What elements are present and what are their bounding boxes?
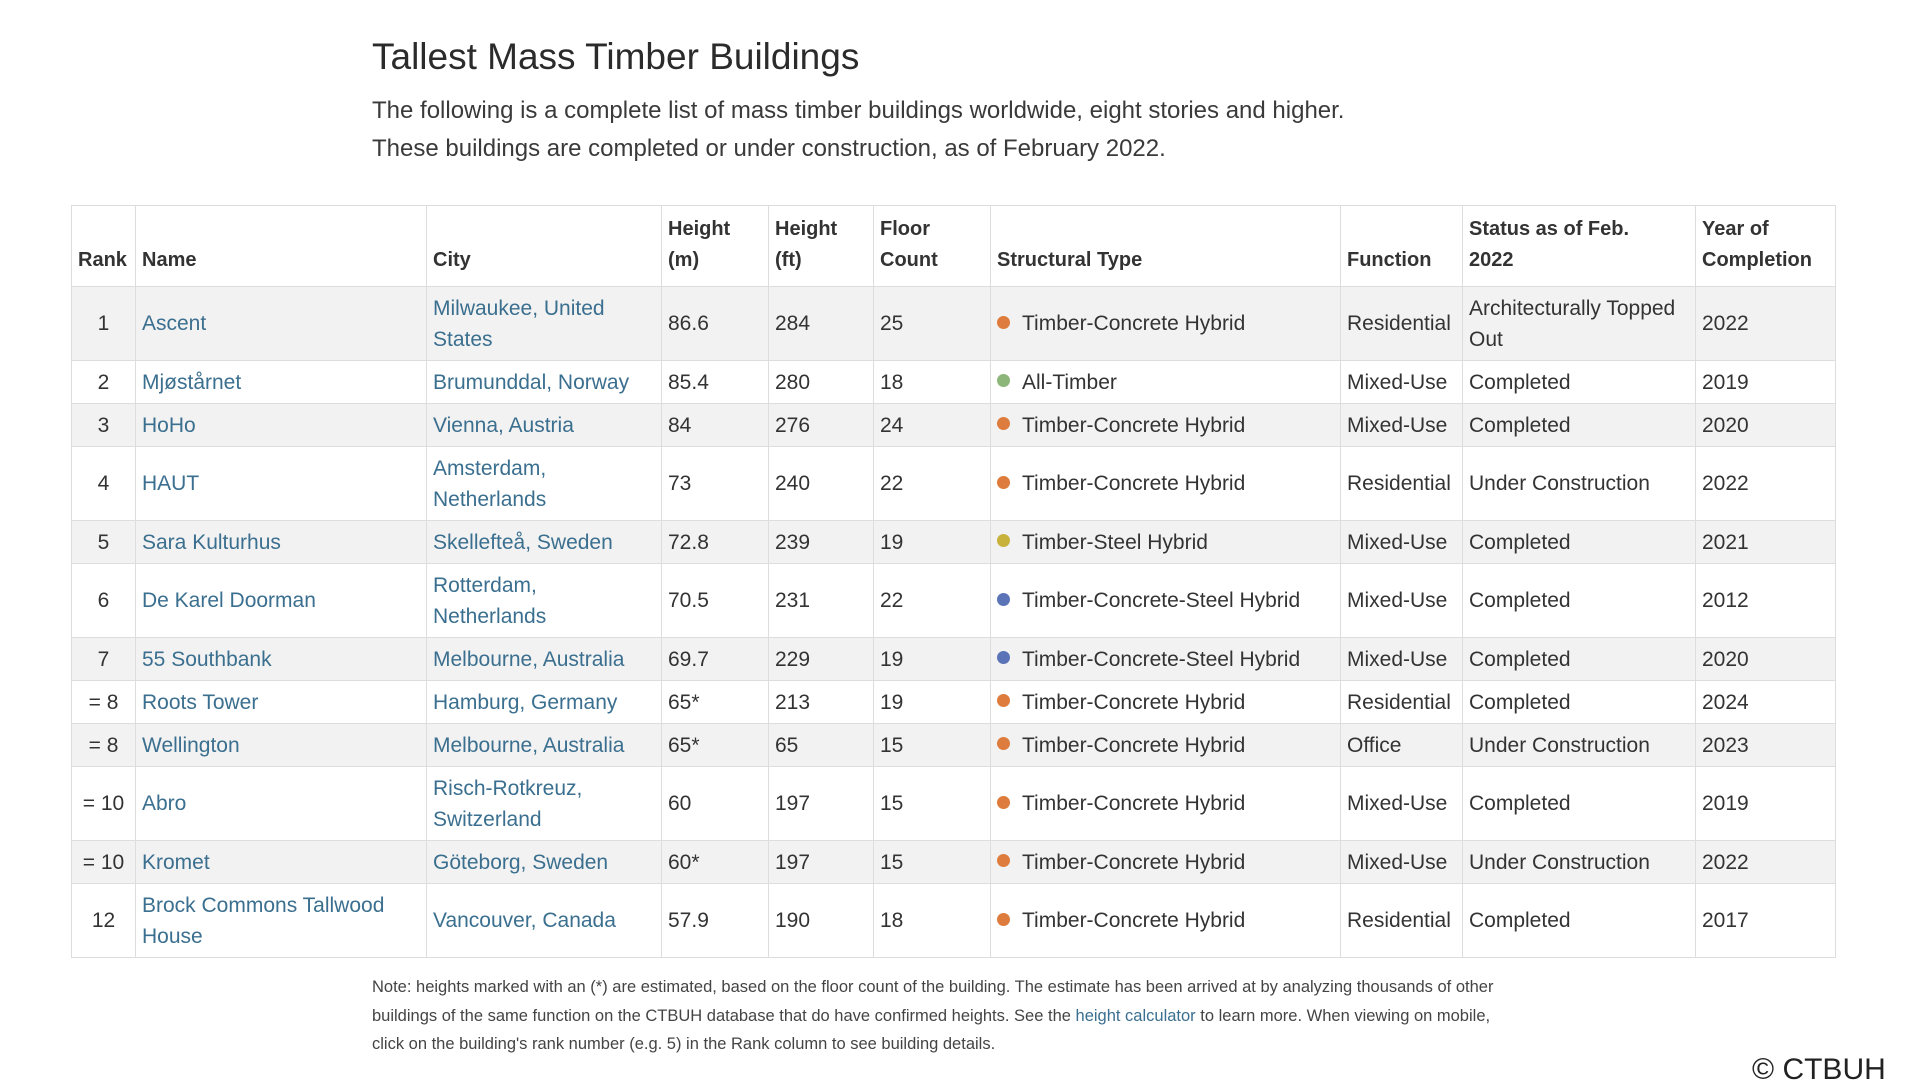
status-value-line-1: Completed xyxy=(1469,909,1571,932)
structural-type-cell xyxy=(991,884,1341,958)
rank-cell[interactable] xyxy=(72,884,136,958)
height-m-value: 73 xyxy=(668,472,692,495)
rank-cell[interactable] xyxy=(72,521,136,564)
height-ft-value: 239 xyxy=(775,530,811,554)
height-ft-value: 280 xyxy=(775,370,811,394)
year-cell xyxy=(1696,564,1836,638)
buildings-table xyxy=(71,205,1836,958)
city-link-line-1[interactable]: Milwaukee, United xyxy=(433,296,605,320)
structural-type-value: Timber-Concrete Hybrid xyxy=(1022,909,1246,932)
table-row xyxy=(72,404,1836,447)
status-value-line-1: Completed xyxy=(1469,647,1571,671)
year-value: 2012 xyxy=(1702,589,1749,612)
height-ft-cell xyxy=(769,564,874,638)
height-m-cell xyxy=(662,681,769,724)
status-cell xyxy=(1463,521,1696,564)
structural-type-cell xyxy=(991,564,1341,638)
page-subtitle xyxy=(372,92,1572,168)
structural-type-cell xyxy=(991,724,1341,767)
function-value: Mixed-Use xyxy=(1347,850,1448,874)
height-m-value: 60* xyxy=(668,850,700,874)
city-link-line-2[interactable]: Switzerland xyxy=(433,807,542,831)
height-m-value: 65* xyxy=(668,733,700,757)
structural-type-value: Timber-Concrete Hybrid xyxy=(1022,472,1246,495)
building-name-link-line-1[interactable]: HoHo xyxy=(142,413,196,437)
table-row xyxy=(72,884,1836,958)
status-cell xyxy=(1463,404,1696,447)
building-name-link-line-1[interactable]: Ascent xyxy=(142,312,207,335)
city-cell[interactable] xyxy=(427,841,662,884)
col-header-function[interactable]: Function xyxy=(1341,206,1463,287)
status-value-line-1: Completed xyxy=(1469,370,1571,394)
height-m-cell xyxy=(662,724,769,767)
height-m-value: 69.7 xyxy=(668,647,709,671)
city-link-line-1[interactable]: Melbourne, Australia xyxy=(433,647,625,671)
city-link-line-1[interactable]: Vancouver, Canada xyxy=(433,909,616,932)
structural-type-dot-icon xyxy=(997,854,1010,867)
height-m-cell xyxy=(662,767,769,841)
city-link-line-1[interactable]: Hamburg, Germany xyxy=(433,690,618,714)
table-header xyxy=(72,206,1836,287)
city-cell[interactable] xyxy=(427,767,662,841)
city-link-line-2[interactable]: States xyxy=(433,327,493,351)
status-cell xyxy=(1463,767,1696,841)
function-cell xyxy=(1341,724,1463,767)
year-cell xyxy=(1696,767,1836,841)
structural-type-cell xyxy=(991,767,1341,841)
year-value: 2019 xyxy=(1702,792,1749,815)
status-value-line-1: Completed xyxy=(1469,589,1571,612)
year-value: 2022 xyxy=(1702,472,1749,495)
structural-type-dot-icon xyxy=(997,913,1010,926)
floor-count-value: 19 xyxy=(880,530,904,554)
table-row xyxy=(72,681,1836,724)
rank-value[interactable]: 3 xyxy=(97,413,110,437)
height-m-value: 85.4 xyxy=(668,370,709,394)
city-cell[interactable] xyxy=(427,447,662,521)
city-link-line-1[interactable]: Rotterdam, xyxy=(433,573,537,597)
height-ft-cell xyxy=(769,724,874,767)
function-cell xyxy=(1341,521,1463,564)
height-calculator-link[interactable]: height calculator xyxy=(1075,1006,1196,1025)
height-ft-cell xyxy=(769,841,874,884)
floor-count-cell xyxy=(874,884,991,958)
structural-type-cell xyxy=(991,521,1341,564)
city-link-line-2[interactable]: Netherlands xyxy=(433,487,547,511)
structural-type-cell xyxy=(991,681,1341,724)
height-ft-value: 231 xyxy=(775,589,811,612)
table-row xyxy=(72,521,1836,564)
height-m-cell xyxy=(662,564,769,638)
height-m-value: 70.5 xyxy=(668,589,709,612)
city-cell[interactable] xyxy=(427,287,662,361)
floor-count-cell xyxy=(874,404,991,447)
structural-type-cell xyxy=(991,447,1341,521)
function-cell xyxy=(1341,447,1463,521)
height-ft-value: 240 xyxy=(775,472,811,495)
year-value: 2019 xyxy=(1702,370,1749,394)
structural-type-cell xyxy=(991,638,1341,681)
rank-value[interactable]: 2 xyxy=(97,370,110,394)
structural-type-dot-icon xyxy=(997,417,1010,430)
height-ft-cell xyxy=(769,404,874,447)
city-link-line-1[interactable]: Amsterdam, xyxy=(433,456,547,480)
table-row xyxy=(72,841,1836,884)
city-cell[interactable] xyxy=(427,724,662,767)
subtitle-line-2: These buildings are completed or under construction, as of February 2022. xyxy=(372,135,1166,162)
table-row xyxy=(72,564,1836,638)
city-link-line-1[interactable]: Skellefteå, Sweden xyxy=(433,530,613,554)
height-m-value: 72.8 xyxy=(668,530,709,554)
structural-type-dot-icon xyxy=(997,374,1010,387)
floor-count-cell xyxy=(874,447,991,521)
structural-type-value: Timber-Concrete Hybrid xyxy=(1022,850,1246,874)
table-row xyxy=(72,447,1836,521)
city-cell[interactable] xyxy=(427,681,662,724)
status-value-line-1: Completed xyxy=(1469,530,1571,554)
status-value-line-1: Under Construction xyxy=(1469,733,1650,757)
structural-type-value: Timber-Steel Hybrid xyxy=(1022,530,1208,554)
city-cell[interactable] xyxy=(427,564,662,638)
structural-type-value: Timber-Concrete-Steel Hybrid xyxy=(1022,647,1301,671)
building-name-link-line-1[interactable]: 55 Southbank xyxy=(142,647,272,671)
structural-type-cell xyxy=(991,287,1341,361)
floor-count-value: 22 xyxy=(880,589,904,612)
year-cell xyxy=(1696,361,1836,404)
function-value: Mixed-Use xyxy=(1347,647,1448,671)
city-cell[interactable] xyxy=(427,404,662,447)
structural-type-value: Timber-Concrete Hybrid xyxy=(1022,690,1246,714)
structural-type-value: Timber-Concrete Hybrid xyxy=(1022,312,1246,335)
name-cell[interactable] xyxy=(136,361,427,404)
year-value: 2022 xyxy=(1702,312,1749,335)
status-value-line-1: Architecturally Topped xyxy=(1469,296,1676,320)
year-cell xyxy=(1696,681,1836,724)
structural-type-dot-icon xyxy=(997,593,1010,606)
height-ft-cell xyxy=(769,767,874,841)
table-row xyxy=(72,638,1836,681)
table-body xyxy=(72,287,1836,958)
rank-cell[interactable] xyxy=(72,404,136,447)
structural-type-dot-icon xyxy=(997,534,1010,547)
floor-count-cell xyxy=(874,287,991,361)
year-cell xyxy=(1696,724,1836,767)
table-row xyxy=(72,361,1836,404)
name-cell[interactable] xyxy=(136,767,427,841)
function-value: Mixed-Use xyxy=(1347,792,1448,815)
header-row xyxy=(72,206,1836,287)
col-header-floor-count[interactable]: Floor Count xyxy=(874,206,991,287)
status-cell xyxy=(1463,287,1696,361)
height-m-value: 84 xyxy=(668,413,692,437)
floor-count-value: 15 xyxy=(880,733,904,757)
function-cell xyxy=(1341,884,1463,958)
building-name-link-line-1[interactable]: Brock Commons Tallwood xyxy=(142,893,385,917)
height-m-cell xyxy=(662,638,769,681)
status-cell xyxy=(1463,638,1696,681)
year-value: 2022 xyxy=(1702,850,1749,874)
function-value: Mixed-Use xyxy=(1347,370,1448,394)
status-value-line-1: Completed xyxy=(1469,413,1571,437)
status-value-line-1: Under Construction xyxy=(1469,850,1650,874)
name-cell[interactable] xyxy=(136,287,427,361)
structural-type-dot-icon xyxy=(997,796,1010,809)
city-link-line-2[interactable]: Netherlands xyxy=(433,604,547,628)
function-value: Office xyxy=(1347,733,1402,757)
building-name-link-line-1[interactable]: Abro xyxy=(142,792,187,815)
floor-count-value: 25 xyxy=(880,312,904,335)
building-name-link-line-1[interactable]: Mjøstårnet xyxy=(142,370,242,394)
function-value: Mixed-Use xyxy=(1347,413,1448,437)
status-cell xyxy=(1463,564,1696,638)
rank-value[interactable]: = 10 xyxy=(82,850,125,874)
city-link-line-1[interactable]: Melbourne, Australia xyxy=(433,733,625,757)
rank-cell[interactable] xyxy=(72,681,136,724)
floor-count-cell xyxy=(874,724,991,767)
footnote xyxy=(372,973,1512,1059)
col-header-name[interactable]: Name xyxy=(136,206,427,287)
subtitle-line-1: The following is a complete list of mass timber buildings worldwide, eight stories and higher. xyxy=(372,97,1345,124)
rank-cell[interactable] xyxy=(72,447,136,521)
function-value: Mixed-Use xyxy=(1347,530,1448,554)
name-cell[interactable] xyxy=(136,681,427,724)
structural-type-dot-icon xyxy=(997,316,1010,329)
year-value: 2023 xyxy=(1702,733,1749,757)
city-cell[interactable] xyxy=(427,884,662,958)
name-cell[interactable] xyxy=(136,447,427,521)
year-cell xyxy=(1696,841,1836,884)
rank-cell[interactable] xyxy=(72,638,136,681)
rank-value[interactable]: 1 xyxy=(97,312,110,335)
height-m-cell xyxy=(662,884,769,958)
floor-count-value: 22 xyxy=(880,472,904,495)
status-cell xyxy=(1463,361,1696,404)
status-cell xyxy=(1463,724,1696,767)
height-ft-cell xyxy=(769,447,874,521)
height-ft-value: 229 xyxy=(775,647,811,671)
name-cell[interactable] xyxy=(136,638,427,681)
col-header-height-m[interactable]: Height (m) xyxy=(662,206,769,287)
height-ft-cell xyxy=(769,521,874,564)
structural-type-value: Timber-Concrete Hybrid xyxy=(1022,792,1246,815)
building-name-link-line-2[interactable]: House xyxy=(142,924,203,948)
status-cell xyxy=(1463,841,1696,884)
status-value-line-1: Under Construction xyxy=(1469,472,1650,495)
city-link-line-1[interactable]: Vienna, Austria xyxy=(433,413,574,437)
year-value: 2017 xyxy=(1702,909,1749,932)
rank-cell[interactable] xyxy=(72,767,136,841)
floor-count-value: 15 xyxy=(880,850,904,874)
building-name-link-line-1[interactable]: Sara Kulturhus xyxy=(142,530,281,554)
function-cell xyxy=(1341,638,1463,681)
height-ft-value: 197 xyxy=(775,850,811,874)
function-value: Residential xyxy=(1347,472,1451,495)
name-cell[interactable] xyxy=(136,884,427,958)
status-cell xyxy=(1463,681,1696,724)
function-value: Residential xyxy=(1347,312,1451,335)
year-value: 2020 xyxy=(1702,413,1749,437)
function-cell xyxy=(1341,681,1463,724)
function-cell xyxy=(1341,767,1463,841)
floor-count-value: 18 xyxy=(880,370,904,394)
structural-type-dot-icon xyxy=(997,651,1010,664)
status-value-line-1: Completed xyxy=(1469,792,1571,815)
function-value: Mixed-Use xyxy=(1347,589,1448,612)
function-cell xyxy=(1341,404,1463,447)
height-ft-value: 190 xyxy=(775,909,811,932)
status-value-line-1: Completed xyxy=(1469,690,1571,714)
height-ft-cell xyxy=(769,884,874,958)
function-value: Residential xyxy=(1347,690,1451,714)
col-header-status[interactable]: Status as of Feb. 2022 xyxy=(1463,206,1696,287)
col-header-height-ft[interactable]: Height (ft) xyxy=(769,206,874,287)
year-value: 2020 xyxy=(1702,647,1749,671)
floor-count-value: 19 xyxy=(880,647,904,671)
height-m-value: 60 xyxy=(668,792,692,815)
structural-type-dot-icon xyxy=(997,737,1010,750)
function-cell xyxy=(1341,361,1463,404)
page-title: Tallest Mass Timber Buildings xyxy=(372,36,860,77)
floor-count-cell xyxy=(874,767,991,841)
building-name-link-line-1[interactable]: Wellington xyxy=(142,733,240,757)
height-m-cell xyxy=(662,841,769,884)
table-row xyxy=(72,287,1836,361)
city-link-line-1[interactable]: Göteborg, Sweden xyxy=(433,850,609,874)
footnote-text-end: to learn more. When viewing on mobile, click on the building's rank number (e.g. 5) in the Rank column to see building details. xyxy=(372,1006,1491,1053)
floor-count-cell xyxy=(874,841,991,884)
function-value: Residential xyxy=(1347,909,1451,932)
rank-value[interactable]: 12 xyxy=(91,909,116,932)
city-link-line-1[interactable]: Brumunddal, Norway xyxy=(433,370,630,394)
name-cell[interactable] xyxy=(136,564,427,638)
height-m-cell xyxy=(662,361,769,404)
building-name-link-line-1[interactable]: De Karel Doorman xyxy=(142,589,316,612)
function-cell xyxy=(1341,287,1463,361)
city-cell[interactable] xyxy=(427,361,662,404)
year-value: 2021 xyxy=(1702,530,1749,554)
status-value-line-2: Out xyxy=(1469,327,1503,351)
col-header-rank[interactable]: Rank xyxy=(72,206,136,287)
name-cell[interactable] xyxy=(136,521,427,564)
rank-cell[interactable] xyxy=(72,841,136,884)
floor-count-value: 19 xyxy=(880,690,904,714)
year-value: 2024 xyxy=(1702,690,1749,714)
structural-type-value: Timber-Concrete Hybrid xyxy=(1022,413,1246,437)
rank-value[interactable]: = 10 xyxy=(82,792,125,815)
structural-type-cell xyxy=(991,361,1341,404)
col-header-structural-type[interactable]: Structural Type xyxy=(991,206,1341,287)
table-row xyxy=(72,724,1836,767)
rank-value[interactable]: = 8 xyxy=(88,733,119,757)
building-name-link-line-1[interactable]: Roots Tower xyxy=(142,690,259,714)
floor-count-cell xyxy=(874,564,991,638)
building-name-link-line-1[interactable]: HAUT xyxy=(142,472,200,495)
intro xyxy=(372,36,1572,168)
copyright: © CTBUH xyxy=(1752,1053,1886,1086)
year-cell xyxy=(1696,638,1836,681)
height-m-value: 57.9 xyxy=(668,909,709,932)
height-m-value: 65* xyxy=(668,690,700,714)
height-m-cell xyxy=(662,521,769,564)
floor-count-cell xyxy=(874,361,991,404)
name-cell[interactable] xyxy=(136,724,427,767)
structural-type-cell xyxy=(991,404,1341,447)
height-ft-cell xyxy=(769,638,874,681)
name-cell[interactable] xyxy=(136,404,427,447)
rank-cell[interactable] xyxy=(72,564,136,638)
col-header-year[interactable]: Year of Completion xyxy=(1696,206,1836,287)
structural-type-value: All-Timber xyxy=(1022,370,1117,394)
height-ft-value: 276 xyxy=(775,413,811,437)
structural-type-dot-icon xyxy=(997,476,1010,489)
table-row xyxy=(72,767,1836,841)
city-cell[interactable] xyxy=(427,638,662,681)
rank-cell[interactable] xyxy=(72,361,136,404)
rank-value[interactable]: 5 xyxy=(97,530,110,554)
height-ft-cell xyxy=(769,681,874,724)
height-m-value: 86.6 xyxy=(668,312,709,335)
year-cell xyxy=(1696,404,1836,447)
structural-type-value: Timber-Concrete-Steel Hybrid xyxy=(1022,589,1301,612)
structural-type-dot-icon xyxy=(997,694,1010,707)
year-cell xyxy=(1696,521,1836,564)
year-cell xyxy=(1696,287,1836,361)
height-m-cell xyxy=(662,447,769,521)
height-ft-value: 213 xyxy=(775,690,811,714)
year-cell xyxy=(1696,884,1836,958)
rank-value[interactable]: = 8 xyxy=(88,690,119,714)
name-cell[interactable] xyxy=(136,841,427,884)
structural-type-value: Timber-Concrete Hybrid xyxy=(1022,733,1246,757)
floor-count-cell xyxy=(874,521,991,564)
height-ft-value: 284 xyxy=(775,312,811,335)
footnote-text-start: Note: heights marked with an (*) are estimated, based on the floor count of the building. The estimate has been arrived at by analyzing thousands of other buildings of the same function on the CTBUH database that do have confirmed heights. See the xyxy=(372,978,1494,1025)
floor-count-value: 18 xyxy=(880,909,904,932)
col-header-city[interactable]: City xyxy=(427,206,662,287)
rank-cell[interactable] xyxy=(72,287,136,361)
building-name-link-line-1[interactable]: Kromet xyxy=(142,850,210,874)
status-cell xyxy=(1463,884,1696,958)
floor-count-value: 24 xyxy=(880,413,904,437)
rank-value[interactable]: 7 xyxy=(97,647,110,671)
rank-cell[interactable] xyxy=(72,724,136,767)
floor-count-value: 15 xyxy=(880,792,904,815)
buildings-table-container xyxy=(71,205,1835,958)
city-link-line-1[interactable]: Risch-Rotkreuz, xyxy=(433,776,583,800)
rank-value[interactable]: 6 xyxy=(97,589,110,612)
floor-count-cell xyxy=(874,638,991,681)
floor-count-cell xyxy=(874,681,991,724)
height-ft-cell xyxy=(769,287,874,361)
height-ft-value: 197 xyxy=(775,792,811,815)
height-m-cell xyxy=(662,287,769,361)
structural-type-cell xyxy=(991,841,1341,884)
height-ft-cell xyxy=(769,361,874,404)
rank-value[interactable]: 4 xyxy=(97,472,110,495)
height-m-cell xyxy=(662,404,769,447)
city-cell[interactable] xyxy=(427,521,662,564)
year-cell xyxy=(1696,447,1836,521)
function-cell xyxy=(1341,841,1463,884)
height-ft-value: 65 xyxy=(775,733,799,757)
status-cell xyxy=(1463,447,1696,521)
function-cell xyxy=(1341,564,1463,638)
